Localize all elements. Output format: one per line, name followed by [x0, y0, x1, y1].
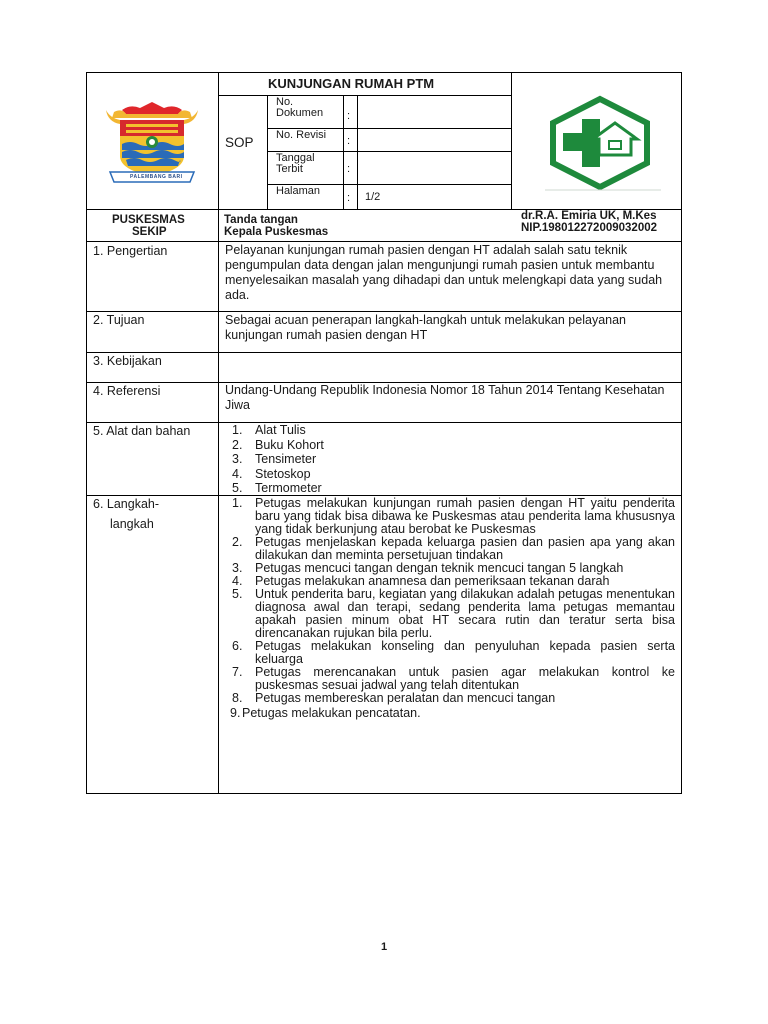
list-item: 1. Alat Tulis [232, 423, 306, 437]
signature-bottom-divider [86, 241, 682, 242]
list-item: 5. Untuk penderita baru, kegiatan yang dilakukan adalah petugas menentukan diagnosa awal dan terapi, sedang penderita lama petugas memantau apakah pasien minum obat HT secara rutin dan teratur serta bisa direncanakan rujukan bila perlu. [232, 587, 675, 640]
list-item: 4. Stetoskop [232, 466, 311, 481]
document-title: KUNJUNGAN RUMAH PTM [268, 76, 435, 91]
signature-label-line2: Kepala Puskesmas [224, 226, 329, 238]
puskesmas-logo-icon [535, 93, 665, 193]
col-divider-sop [267, 95, 268, 209]
section-label-kebijakan: 3. Kebijakan [93, 354, 162, 368]
field-colon-halaman: : [347, 192, 351, 204]
field-label-no-revisi: No. Revisi [276, 129, 327, 141]
page-number: 1 [381, 941, 388, 953]
field-label-halaman: Halaman [276, 185, 321, 197]
langkah-item-text: Petugas membereskan peralatan dan mencuci tangan [255, 691, 556, 705]
alat-item-text: Termometer [255, 481, 322, 495]
field-colon-no-revisi: : [347, 135, 351, 147]
emblem-motto: PALEMBANG BARI [130, 174, 183, 180]
list-item: 1. Petugas melakukan kunjungan rumah pasien dengan HT yaitu penderita baru yang tidak bisa dibawa ke Puskesmas atau penderita lama khususnya yang tidak berkunjung atau berobat ke Puskesmas [232, 496, 675, 536]
alat-list [220, 423, 520, 496]
field-colon-tanggal-terbit: : [347, 163, 351, 175]
puskesmas-name-line2: SEKIP [132, 226, 167, 238]
langkah-list [220, 497, 675, 720]
langkah-item-text: Untuk penderita baru, kegiatan yang dilakukan adalah petugas menentukan diagnosa awal dan terapi, sedang penderita lama petugas memantau apakah pasien minum obat HT secara rutin dan teratur serta bisa direncanakan rujukan bila perlu. [255, 587, 675, 640]
title-row-divider [218, 95, 511, 96]
field-label-no-dokumen [276, 97, 340, 119]
list-item: 6. Petugas melakukan konseling dan penyuluhan kepada pasien serta keluarga [232, 639, 675, 666]
sop-label: SOP [225, 135, 254, 150]
langkah-item-text: Petugas merencanakan untuk pasien agar melakukan kontrol ke puskesmas sesuai jadwal yang telah ditentukan [255, 665, 675, 692]
section-label-langkah-line1: 6. Langkah- [93, 497, 160, 511]
col-divider-left [218, 72, 219, 794]
field-colon-no-dokumen: : [347, 110, 351, 122]
langkah-item-text: Petugas melakukan konseling dan penyuluhan kepada pasien serta keluarga [255, 639, 675, 666]
langkah-item-text: Petugas menjelaskan kepada keluarga pasien dan pasien apa yang akan dilakukan dan meminta persetujuan tindakan [255, 535, 675, 562]
signature-label-line1: Tanda tangan [224, 214, 298, 226]
list-item: 8. Petugas membereskan peralatan dan mencuci tangan [232, 691, 556, 705]
list-item: 7. Petugas merencanakan untuk pasien agar melakukan kontrol ke puskesmas sesuai jadwal yang telah ditentukan [232, 665, 675, 692]
section-text-tujuan: Sebagai acuan penerapan langkah-langkah untuk melakukan pelayanan kunjungan rumah pasien dengan HT [225, 313, 627, 342]
langkah-item-text: Petugas mencuci tangan dengan teknik mencuci tangan 5 langkah [255, 561, 624, 575]
list-item: 2. Buku Kohort [232, 437, 324, 452]
alat-item-text: Buku Kohort [255, 437, 324, 452]
field-label-no-dokumen-text: No. Dokumen [276, 96, 324, 119]
list-item: 4. Petugas melakukan anamnesa dan pemeriksaan tekanan darah [232, 574, 610, 588]
palembang-emblem-icon [100, 100, 204, 190]
langkah-item-text: Petugas melakukan anamnesa dan pemeriksaan tekanan darah [255, 574, 610, 588]
section-label-langkah-line2: langkah [110, 517, 154, 531]
list-item: 5. Termometer [232, 481, 322, 495]
field-label-tanggal-terbit-text: Tanggal Terbit [276, 152, 315, 175]
alat-item-text: Stetoskop [255, 466, 311, 481]
list-item: 3. Tensimeter [232, 452, 317, 466]
list-item: 9. Petugas melakukan pencatatan. [230, 706, 421, 720]
alat-item-text: Alat Tulis [255, 423, 306, 437]
puskesmas-name-line1: PUSKESMAS [112, 214, 185, 226]
langkah-item-text: Petugas melakukan kunjungan rumah pasien dengan HT yaitu penderita baru yang tidak bisa dibawa ke Puskesmas atau penderita lama khususnya yang tidak berkunjung atau berobat ke Puskesmas [255, 496, 675, 536]
section-label-alat: 5. Alat dan bahan [93, 424, 191, 438]
section-label-pengertian: 1. Pengertian [93, 244, 168, 258]
col-divider-colon [343, 95, 344, 209]
col-divider-value [357, 95, 358, 209]
alat-item-text: Tensimeter [255, 452, 317, 466]
section-text-pengertian: Pelayanan kunjungan rumah pasien dengan HT adalah salah satu teknik pengumpulan data dengan jalan mengunjungi rumah pasien untuk membantu menyelesaikan masalah yang dihadapi dan untuk melengkapi data yang sudah ada. [225, 243, 663, 302]
row-divider-tujuan [86, 352, 682, 353]
col-divider-right [511, 72, 512, 209]
list-item: 3. Petugas mencuci tangan dengan teknik mencuci tangan 5 langkah [232, 561, 624, 575]
row-divider-pengertian [86, 311, 682, 312]
section-text-referensi: Undang-Undang Republik Indonesia Nomor 18 Tahun 2014 Tentang Kesehatan Jiwa [225, 383, 665, 412]
langkah-item-text: Petugas melakukan pencatatan. [242, 706, 421, 720]
list-item: 2. Petugas menjelaskan kepada keluarga pasien dan pasien apa yang akan dilakukan dan meminta persetujuan tindakan [232, 535, 675, 562]
field-value-halaman: 1/2 [365, 191, 381, 203]
section-label-tujuan: 2. Tujuan [93, 313, 145, 327]
official-name: dr.R.A. Emiria UK, M.Kes [521, 210, 657, 222]
official-nip: NIP.198012272009032002 [521, 222, 658, 234]
field-label-tanggal-terbit [276, 153, 336, 175]
section-label-referensi: 4. Referensi [93, 384, 161, 398]
